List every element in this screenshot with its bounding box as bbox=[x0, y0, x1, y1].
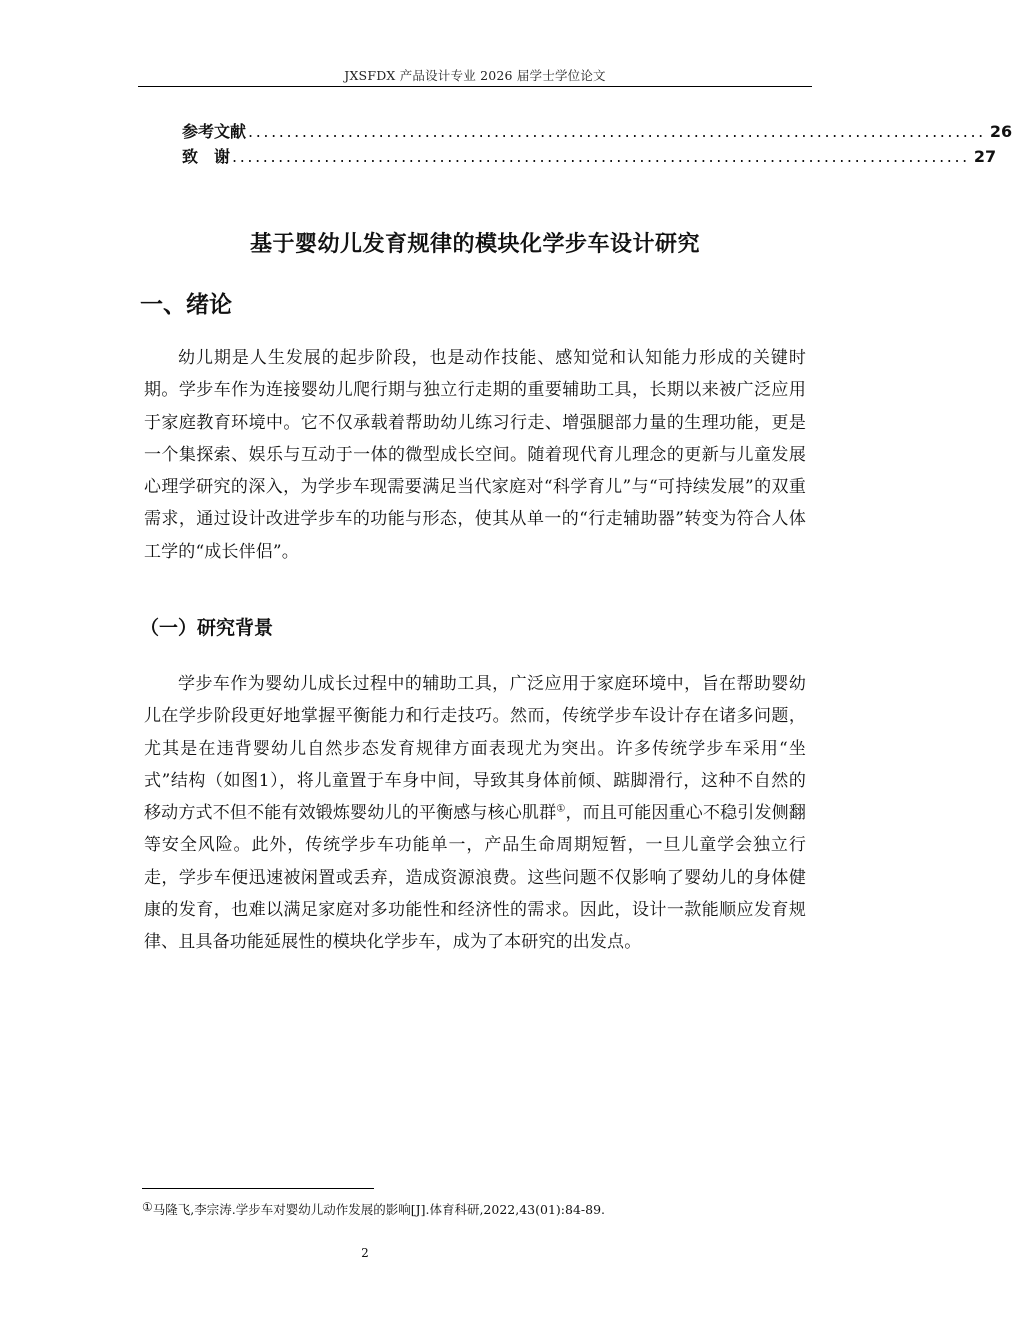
footnote bbox=[142, 1200, 605, 1218]
footnote-rule bbox=[142, 1188, 374, 1189]
paragraph-text: 学步车作为婴幼儿成长过程中的辅助工具，广泛应用于家庭环境中，旨在帮助婴幼儿在学步阶段更好地掌握平衡能力和行走技巧。然而，传统学步车设计存在诸多问题，尤其是在违背婴幼儿自然步态发育规律方面表现尤为突出。许多传统学步车采用“坐式”结构（如图1），将儿童置于车身中间，导致其身体前倾、踮脚滑行，这种不自然的移动方式不但不能有效锻炼婴幼儿的平衡感与核心肌群 bbox=[144, 674, 806, 824]
header-rule bbox=[138, 86, 812, 87]
toc-label: 参考文献 bbox=[182, 122, 247, 141]
footnote-reference[interactable]: ① bbox=[556, 803, 566, 815]
footnote-mark: ① bbox=[142, 1200, 153, 1214]
body-paragraph-background bbox=[144, 668, 806, 959]
section-heading: 一、绪论 bbox=[140, 292, 232, 318]
toc-leader-dots: ................................................................................................ bbox=[248, 122, 986, 141]
toc-page-number: 26 bbox=[989, 122, 1012, 141]
toc-leader-dots: ................................................................................................ bbox=[232, 147, 970, 166]
toc-entry-references[interactable] bbox=[182, 119, 1012, 142]
paragraph-text: ，而且可能因重心不稳引发侧翻等安全风险。此外，传统学步车功能单一，产品生命周期短暂，一旦儿童学会独立行走，学步车便迅速被闲置或丢弃，造成资源浪费。这些问题不仅影响了婴幼儿的身体健康的发育，也难以满足家庭对多功能性和经济性的需求。因此，设计一款能顺应发育规律、且具备功能延展性的模块化学步车，成为了本研究的出发点。 bbox=[144, 803, 806, 953]
toc-page-number: 27 bbox=[973, 147, 997, 166]
thesis-title: 基于婴幼儿发育规律的模块化学步车设计研究 bbox=[249, 232, 700, 257]
page-number: 2 bbox=[361, 1246, 369, 1260]
toc-entry-acknowledgements[interactable] bbox=[182, 144, 997, 167]
footnote-text: 马隆飞,李宗涛.学步车对婴幼儿动作发展的影响[J].体育科研,2022,43(01):84-89. bbox=[152, 1202, 605, 1217]
body-paragraph-intro: 幼儿期是人生发展的起步阶段，也是动作技能、感知觉和认知能力形成的关键时期。学步车作为连接婴幼儿爬行期与独立行走期的重要辅助工具，长期以来被广泛应用于家庭教育环境中。它不仅承载着帮助幼儿练习行走、增强腿部力量的生理功能，更是一个集探索、娱乐与互动于一体的微型成长空间。随着现代育儿理念的更新与儿童发展心理学研究的深入，为学步车现需要满足当代家庭对“科学育儿”与“可持续发展”的双重需求，通过设计改进学步车的功能与形态，使其从单一的“行走辅助器”转变为符合人体工学的“成长伴侣”。 bbox=[144, 348, 806, 562]
running-header: JXSFDX 产品设计专业 2026 届学士学位论文 bbox=[344, 68, 606, 83]
toc-label: 致 谢 bbox=[182, 147, 231, 166]
subsection-heading: （一）研究背景 bbox=[140, 617, 274, 639]
